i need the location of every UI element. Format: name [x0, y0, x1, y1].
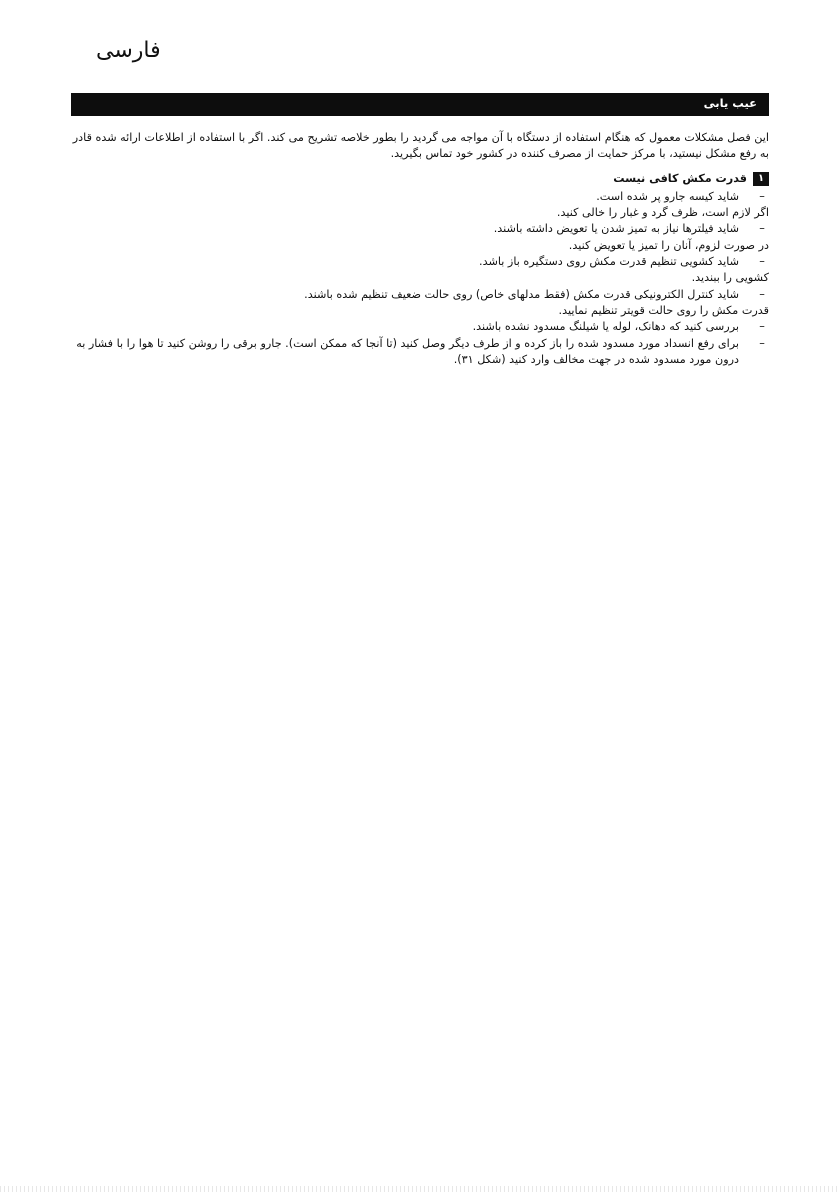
- section-title: عیب یابی: [703, 96, 757, 110]
- dash-bullet: –: [759, 189, 765, 203]
- cause-text: برای رفع انسداد مورد مسدود شده را باز کرده و از طرف دیگر وصل کنید (تا آنجا که ممکن است). جارو برقی را روشن کنید تا هوا را با فشار به درون مورد مسدود شده در جهت مخالف وارد کنید (شکل ۳۱).: [76, 336, 739, 366]
- cause-text: شاید کنترل الکترونیکی قدرت مکش (فقط مدلهای خاص) روی حالت ضعیف تنظیم شده باشند.: [304, 287, 739, 301]
- solution-text: در صورت لزوم، آنان را تمیز یا تعویض کنید.: [568, 238, 769, 252]
- language-title: فارسی: [96, 38, 161, 63]
- dash-bullet: –: [759, 287, 765, 301]
- cause-item: [71, 254, 769, 270]
- cause-item: [71, 319, 769, 335]
- cause-text: شاید فیلترها نیاز به تمیز شدن یا تعویض داشته باشند.: [493, 222, 739, 236]
- cause-item: [71, 287, 769, 303]
- dash-bullet: –: [759, 222, 765, 236]
- dash-bullet: –: [759, 336, 765, 350]
- solution-text: قدرت مکش را روی حالت قویتر تنظیم نمایید.: [558, 303, 769, 317]
- section-content: [71, 130, 769, 368]
- cause-text: شاید کیسه جارو پر شده است.: [596, 189, 739, 203]
- solution-text: اگر لازم است، ظرف گرد و غبار را خالی کنید.: [556, 206, 769, 220]
- dash-bullet: –: [759, 255, 765, 269]
- section-header-bar: [71, 93, 769, 116]
- solution-text: کشویی را ببندید.: [691, 271, 769, 285]
- problem-number-badge: ۱: [753, 172, 769, 186]
- intro-paragraph: این فصل مشکلات معمول که هنگام استفاده از دستگاه با آن مواجه می گردید را بطور خلاصه تشریح می کند. اگر با استفاده از اطلاعات ارائه شده قادر به رفع مشکل نیستید، با مرکز حمایت از مصرف کننده در کشور خود تماس بگیرید.: [72, 131, 769, 161]
- footer-print-marks: [0, 1186, 840, 1192]
- cause-text: بررسی کنید که دهانک، لوله یا شیلنگ مسدود نشده باشند.: [472, 320, 739, 334]
- cause-item: [71, 336, 769, 369]
- problem-heading: [71, 171, 769, 187]
- cause-text: شاید کشویی تنظیم قدرت مکش روی دستگیره باز باشد.: [479, 255, 739, 269]
- problem-title: قدرت مکش کافی نیست: [613, 171, 747, 185]
- dash-bullet: –: [759, 320, 765, 334]
- cause-item: [71, 189, 769, 205]
- cause-item: [71, 221, 769, 237]
